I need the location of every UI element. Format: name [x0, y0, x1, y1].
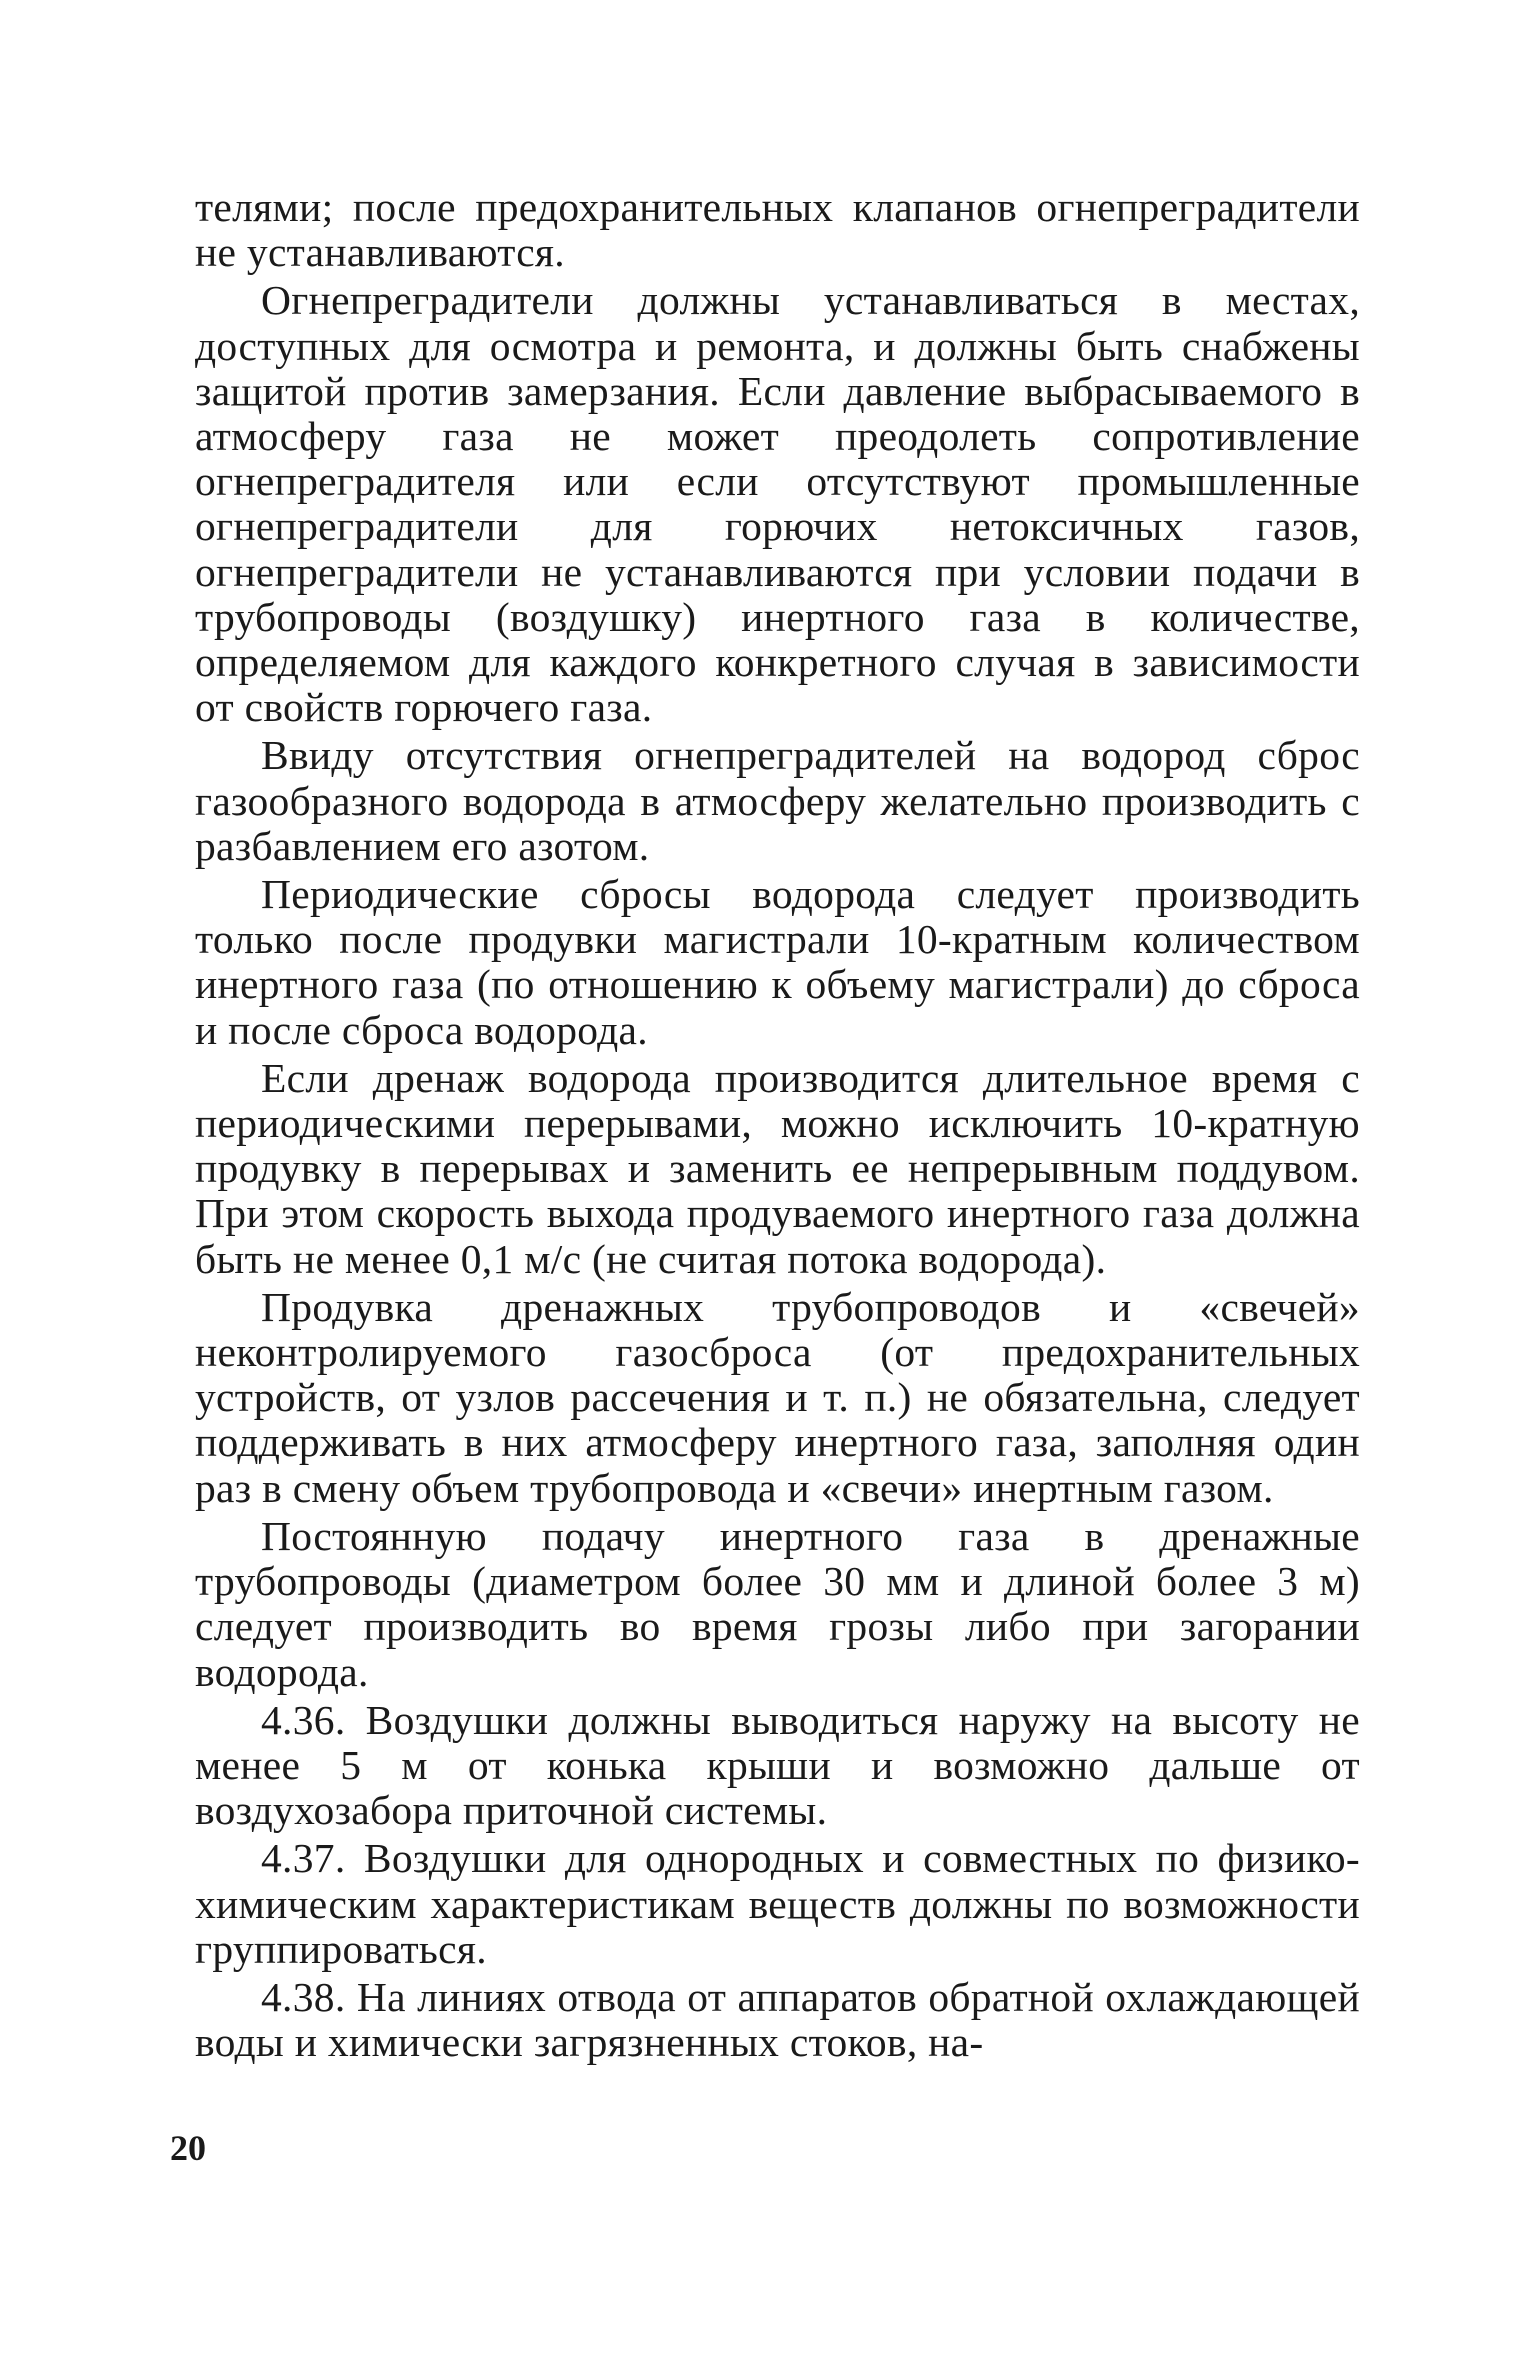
paragraph-4-37: 4.37. Воздушки для однородных и совместных по физико-химическим характеристикам веществ должны по возможности группироваться. [195, 1835, 1360, 1972]
paragraph-purging: Продувка дренажных трубопроводов и «свечей» неконтролируемого газосброса (от предохранительных устройств, от узлов рассечения и т. п.) не обязательна, следует поддерживать в них атмосферу инертного газа, заполняя один раз в смену объем трубопровода и «свечи» инертным газом. [195, 1283, 1360, 1511]
paragraph-flame-arresters: Огнепреградители должны устанавливаться в местах, доступных для осмотра и ремонта, и должны быть снабжены защитой против замерзания. Если давление выбрасываемого в атмосферу газа не может преодолеть сопротивление огнепреградителя или если отсутствуют промышленные огнепреградители для горючих нетоксичных газов, огнепреградители не устанавливаются при условии подачи в трубопроводы (воздушку) инертного газа в количестве, определяемом для каждого конкретного случая в зависимости от свойств горючего газа. [195, 277, 1360, 731]
page-number: 20 [170, 2128, 206, 2168]
paragraph-continuation: телями; после предохранительных клапанов огнепреградители не устанавливаются. [195, 184, 1360, 276]
paragraph-4-38: 4.38. На линиях отвода от аппаратов обратной охлаждающей воды и химически загрязненных стоков, на- [195, 1973, 1360, 2066]
paragraph-drainage: Если дренаж водорода производится длительное время с периодическими перерывами, можно исключить 10-кратную продувку в перерывах и заменить ее непрерывным поддувом. При этом скорость выхода продуваемого инертного газа должна быть не менее 0,1 м/с (не считая потока водорода). [195, 1054, 1360, 1282]
paragraph-periodic-release: Периодические сбросы водорода следует производить только после продувки магистрали 10-кратным количеством инертного газа (по отношению к объему магистрали) до сброса и после сброса водорода. [195, 871, 1360, 1053]
body-text [195, 185, 1360, 2068]
paragraph-hydrogen-release: Ввиду отсутствия огнепреградителей на водород сброс газообразного водорода в атмосферу желательно производить с разбавлением его азотом. [195, 732, 1360, 869]
paragraph-inert-gas-supply: Постоянную подачу инертного газа в дренажные трубопроводы (диаметром более 30 мм и длиной более 3 м) следует производить во время грозы либо при загорании водорода. [195, 1512, 1360, 1695]
paragraph-4-36: 4.36. Воздушки должны выводиться наружу на высоту не менее 5 м от конька крыши и возможно дальше от воздухозабора приточной системы. [195, 1696, 1360, 1834]
